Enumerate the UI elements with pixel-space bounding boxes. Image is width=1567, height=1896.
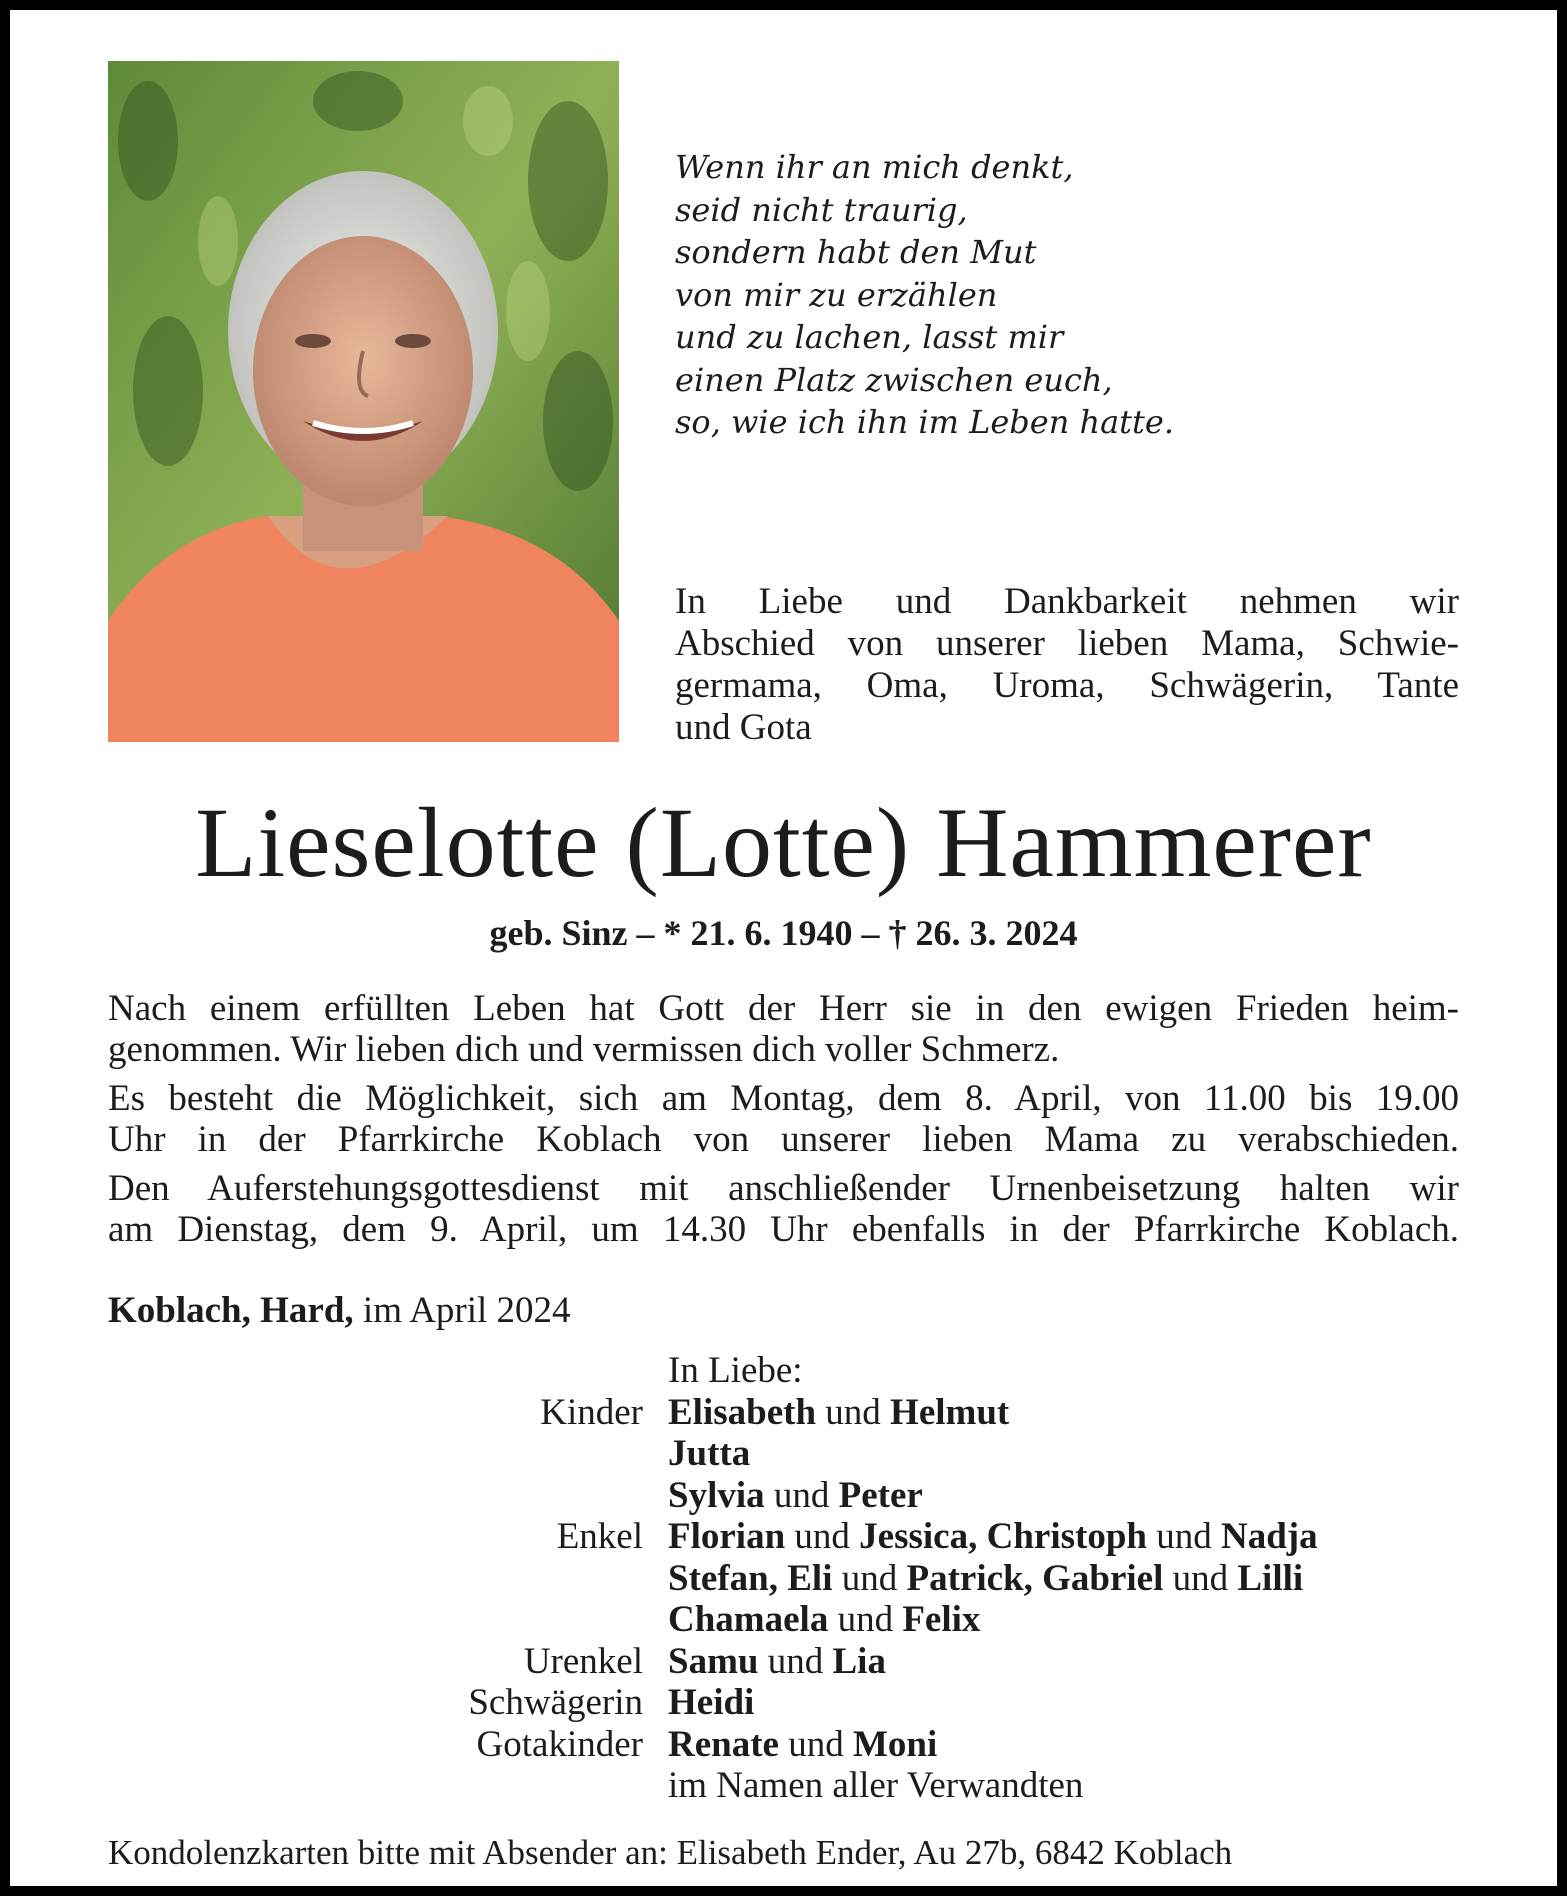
family-name: Jutta [668,1433,751,1474]
family-row-enkel [108,1516,1459,1558]
body-line: Den Auferstehungsgottesdienst mit anschließender Urnenbeisetzung halten wir [108,1168,1459,1209]
conjunction: und [1156,1516,1212,1557]
conjunction: und [767,1640,824,1682]
family-name: Moni [852,1723,938,1765]
conjunction: und [837,1599,894,1640]
family-row-gotakinder [108,1724,1459,1766]
family-name: Nadja [1221,1516,1318,1557]
family-name: Florian [668,1516,786,1557]
family-row-kinder [108,1392,1459,1434]
body-line: Es besteht die Möglichkeit, sich am Montag, dem 8. April, von 11.00 bis 19.00 [108,1078,1459,1119]
portrait-image [108,61,619,742]
conjunction: und [1172,1557,1229,1599]
intro-line: In Liebe und Dankbarkeit nehmen wir [675,581,1459,622]
family-name: Helmut [890,1391,1010,1433]
family-name: Lilli [1237,1557,1304,1599]
paragraph-viewing [108,1078,1459,1160]
intro-line: germama, Oma, Uroma, Schwägerin, Tante [675,665,1459,706]
poem-line: von mir zu erzählen [675,275,998,314]
family-list [108,1350,1459,1807]
family-name: Chamaela [668,1599,829,1640]
family-name: Christoph [986,1516,1147,1557]
family-name: Eli [787,1557,833,1599]
family-name: Felix [902,1599,981,1640]
family-row-schwaegerin [108,1682,1459,1724]
family-closing: im Namen aller Verwandten [668,1765,1084,1806]
place-date: im April 2024 [353,1290,571,1331]
family-name: Stefan, [668,1557,778,1599]
poem-line: und zu lachen, lasst mir [675,318,1064,356]
family-name: Heidi [668,1682,755,1723]
family-closing-row [108,1765,1459,1807]
family-row [108,1475,1459,1517]
family-name: Lia [832,1640,886,1682]
body-line: Uhr in der Pfarrkirche Koblach von unserer lieben Mama zu verabschieden. [108,1119,1459,1160]
condolence-address: Kondolenzkarten bitte mit Absender an: Elisabeth Ender, Au 27b, 6842 Koblach [108,1833,1233,1872]
intro-line: Abschied von unserer lieben Mama, Schwie- [675,623,1459,664]
place-and-date [108,1290,571,1331]
family-name: Sylvia [668,1474,765,1516]
poem [675,146,1174,444]
family-name: Patrick, [906,1557,1033,1599]
family-heading: In Liebe: [668,1350,803,1391]
conjunction: und [841,1557,898,1599]
intro-text [675,581,1459,749]
poem-line: sondern habt den Mut [675,233,1037,271]
body-line: genommen. Wir lieben dich und vermissen dich voller Schmerz. [108,1029,1060,1070]
family-name: Samu [668,1640,759,1682]
conjunction: und [825,1391,881,1433]
family-heading-row [108,1350,1459,1392]
family-name: Gabriel [1042,1557,1164,1599]
deceased-name: Lieselotte (Lotte) Hammerer [195,787,1372,898]
paragraph-service [108,1168,1459,1250]
body-line: am Dienstag, dem 9. April, um 14.30 Uhr ebenfalls in der Pfarrkirche Koblach. [108,1209,1459,1250]
poem-line: einen Platz zwischen euch, [675,360,1113,399]
conjunction: und [773,1474,830,1516]
family-row [108,1558,1459,1600]
role-label: Schwägerin [468,1682,643,1723]
conjunction: und [794,1516,850,1557]
family-name: Elisabeth [668,1391,817,1433]
obituary-page [10,10,1557,1886]
role-label: Kinder [540,1391,643,1433]
role-label: Gotakinder [476,1723,643,1765]
paragraph-farewell [108,988,1459,1070]
place-towns: Koblach, Hard, [108,1290,354,1331]
family-name: Renate [668,1723,779,1765]
intro-line: und Gota [675,707,812,748]
role-label: Urenkel [523,1640,643,1682]
role-label: Enkel [556,1516,643,1557]
announcement-body [108,988,1459,1258]
family-name: Jessica, [859,1516,978,1557]
family-row-urenkel [108,1641,1459,1683]
family-name: Peter [838,1474,923,1516]
poem-line: seid nicht traurig, [675,190,968,229]
birth-death-dates: geb. Sinz – * 21. 6. 1940 – † 26. 3. 2024 [489,913,1078,953]
body-line: Nach einem erfüllten Leben hat Gott der Herr sie in den ewigen Frieden heim- [108,988,1459,1029]
portrait-photo [108,61,619,742]
conjunction: und [788,1723,844,1765]
poem-line: so, wie ich ihn im Leben hatte. [675,403,1174,441]
family-row [108,1599,1459,1641]
family-row [108,1433,1459,1475]
poem-line: Wenn ihr an mich denkt, [675,148,1074,186]
